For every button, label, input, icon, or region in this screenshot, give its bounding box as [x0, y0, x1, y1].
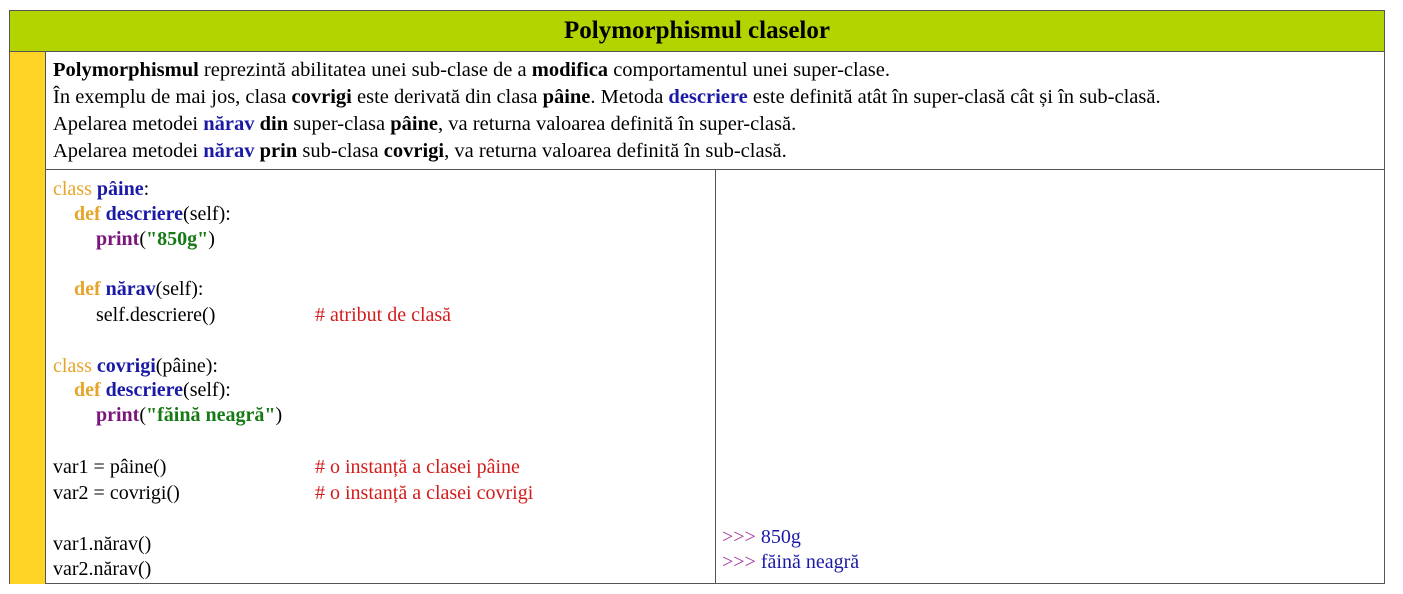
text: este definită atât în super-clasă cât și în sub-clasă.: [747, 86, 1161, 108]
keyword: class: [53, 178, 92, 200]
term-narav: nărav: [203, 140, 255, 162]
builtin: print: [96, 228, 140, 250]
text: este derivată din clasa: [351, 86, 543, 108]
builtin: print: [96, 404, 140, 426]
term-paine: pâine: [542, 86, 591, 108]
description-line: [53, 59, 890, 82]
text: comportamentul unei super-clase.: [608, 59, 890, 81]
code-text: ): [208, 228, 215, 250]
text: , va returna valoarea definită în super-clasă.: [438, 113, 797, 135]
output-value: făină neagră: [755, 551, 860, 573]
code-line: var2 = covrigi(): [53, 482, 180, 504]
description-line: [53, 86, 1161, 109]
code-cell: [46, 170, 716, 584]
keyword: def: [74, 379, 101, 401]
term-polymorphism: Polymorphismul: [53, 59, 199, 81]
code-text: (pâine):: [155, 355, 218, 377]
code-text: (: [139, 404, 147, 426]
code-line: [96, 404, 282, 427]
class-name: covrigi: [96, 355, 156, 377]
code-text: ): [275, 404, 283, 426]
code-line: var1.nărav(): [53, 533, 152, 555]
code-line: [74, 379, 231, 402]
code-text: self.descriere(): [96, 304, 216, 326]
text: Apelarea metodei: [53, 140, 204, 162]
description-cell: [46, 52, 1385, 170]
output-line: [722, 526, 801, 549]
method-name: nărav: [105, 278, 156, 300]
code-comment: # o instanță a clasei pâine: [315, 456, 520, 478]
text: super-clasa: [288, 113, 391, 135]
text: În exemplu de mai jos, clasa: [53, 86, 292, 108]
side-bar: [10, 52, 46, 170]
code-line: [53, 178, 149, 201]
class-name: pâine: [96, 178, 144, 200]
term-covrigi: covrigi: [291, 86, 352, 108]
console-prompt: >>>: [722, 526, 756, 548]
text: sub-clasa: [297, 140, 384, 162]
term-paine: pâine: [390, 113, 439, 135]
code-comment: # o instanță a clasei covrigi: [315, 482, 534, 504]
term-covrigi: covrigi: [383, 140, 445, 162]
string-literal: "făină neagră": [146, 404, 276, 426]
term-prin: prin: [254, 140, 298, 162]
output-cell: [716, 170, 1385, 584]
code-line: [74, 278, 203, 301]
keyword: def: [74, 278, 101, 300]
lesson-table: [9, 10, 1385, 584]
code-text: :: [143, 178, 150, 200]
code-comment: # atribut de clasă: [315, 304, 452, 326]
code-line: [96, 304, 215, 327]
text: reprezintă abilitatea unei sub-clase de a: [198, 59, 532, 81]
code-line: [74, 203, 231, 226]
keyword: def: [74, 203, 101, 225]
text: , va returna valoarea definită în sub-clasă.: [444, 140, 787, 162]
code-line: var2.nărav(): [53, 558, 152, 580]
title-row: [10, 11, 1384, 52]
page-title: Polymorphismul claselor: [564, 17, 830, 44]
code-line: [96, 228, 215, 251]
text: Apelarea metodei: [53, 113, 204, 135]
text: . Metoda: [590, 86, 669, 108]
string-literal: "850g": [146, 228, 209, 250]
code-line: [53, 355, 218, 378]
code-text: (self):: [183, 203, 231, 225]
output-line: [722, 551, 859, 574]
method-name: descriere: [105, 203, 184, 225]
code-text: (self):: [155, 278, 204, 300]
method-name: descriere: [105, 379, 184, 401]
output-value: 850g: [755, 526, 801, 548]
keyword: class: [53, 355, 92, 377]
console-prompt: >>>: [722, 551, 756, 573]
code-text: (: [139, 228, 147, 250]
code-line: var1 = pâine(): [53, 456, 167, 478]
side-bar: [10, 170, 46, 584]
code-text: (self):: [183, 379, 231, 401]
term-modify: modifica: [531, 59, 609, 81]
term-narav: nărav: [203, 113, 255, 135]
description-line: [53, 140, 787, 163]
description-line: [53, 113, 796, 136]
term-descriere: descriere: [668, 86, 748, 108]
term-din: din: [254, 113, 289, 135]
